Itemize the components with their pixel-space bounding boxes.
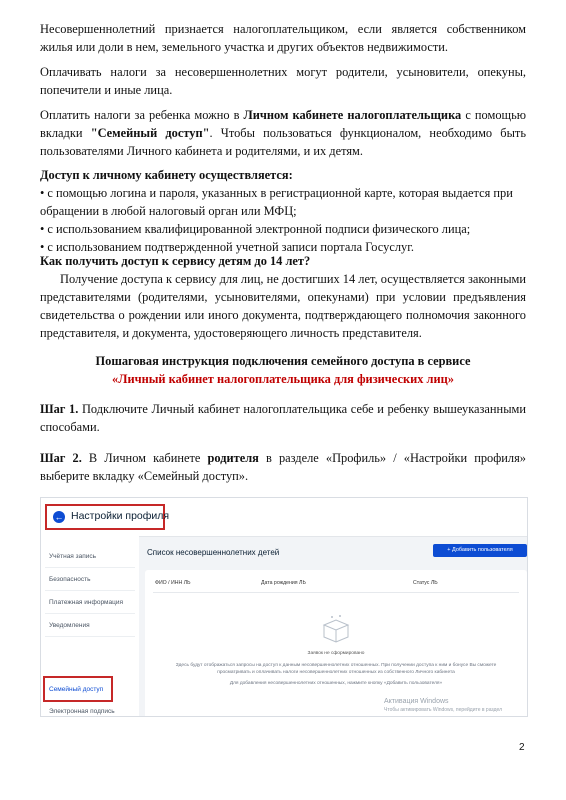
paragraph-line: способами.: [40, 420, 100, 434]
step1: [40, 400, 526, 418]
children-table-card: [145, 570, 527, 717]
step2: [40, 449, 526, 467]
windows-activation-watermark: Чтобы активировать Windows, перейдите в раздел: [384, 707, 503, 713]
paragraph-line: [40, 400, 526, 418]
paragraph-line: [40, 106, 526, 124]
paragraph-line: выберите вкладку «Семейный доступ».: [40, 469, 249, 483]
paragraph-line: представителями (родителями, усыновителями, опекунами) при условии предъявления: [40, 290, 526, 304]
divider: [45, 567, 135, 568]
text-run: Подключите Личный кабинет налогоплательщика себе и ребенку вышеуказанными: [78, 402, 526, 416]
text-run: Оплатить налоги за ребенка можно в: [40, 108, 244, 122]
instruction-subtitle: «Личный кабинет налогоплательщика для физических лиц»: [112, 372, 454, 386]
paragraph-line: [40, 124, 526, 142]
paragraph-payers: [40, 63, 526, 81]
instruction-title: [40, 352, 526, 388]
under14-line: [40, 306, 526, 324]
bold-text: Пошаговая инструкция подключения семейного доступа в сервисе: [95, 354, 471, 368]
access-heading: [40, 166, 526, 184]
sidebar-item-account[interactable]: Учётная запись: [49, 553, 97, 560]
paragraph-line: представителя, и документа, удостоверяющего личность представителя.: [40, 326, 422, 340]
profile-settings-screenshot: [40, 497, 528, 717]
divider: [45, 636, 135, 637]
sidebar-item-notifications[interactable]: Уведомления: [49, 622, 90, 629]
column-header-status[interactable]: Статус ЛЬ: [413, 580, 438, 586]
list-title: Список несовершеннолетних детей: [147, 548, 280, 557]
step2-end: [40, 467, 526, 485]
text-run: вкладки: [40, 126, 91, 140]
step-label: Шаг 1.: [40, 402, 79, 416]
page-title: Настройки профиля: [71, 510, 170, 522]
paragraph-line: Получение доступа к сервису для лиц, не достигших 14 лет, осуществляется законными: [60, 272, 526, 286]
add-user-button[interactable]: + Добавить пользователя: [433, 544, 527, 557]
text-run: . Чтобы пользоваться функционалом, необходимо быть: [209, 126, 526, 140]
sidebar-item-e-signature[interactable]: Электронная подпись: [49, 708, 115, 715]
paragraph-payers-end: [40, 81, 526, 99]
paragraph-family-access-3: [40, 142, 526, 160]
under14-line: [40, 270, 526, 288]
bold-text: "Семейный доступ": [90, 126, 210, 140]
step1-end: [40, 418, 526, 436]
paragraph-line: [40, 449, 526, 467]
access-item: • с использованием квалифицированной электронной подписи физического лица;: [40, 222, 471, 236]
empty-box-icon: [318, 614, 354, 644]
column-header-birthdate[interactable]: Дата рождения ЛЬ: [261, 580, 306, 586]
paragraph-minor-taxpayer: [40, 20, 526, 38]
sidebar-item-payment[interactable]: Платежная информация: [49, 599, 124, 606]
main-content: [145, 536, 527, 716]
access-item: обращении в любой налоговый орган или МФЦ;: [40, 204, 297, 218]
divider: [45, 613, 135, 614]
sidebar: [41, 536, 139, 716]
under14-heading: [40, 252, 526, 270]
sidebar-item-family-access[interactable]: Семейный доступ: [49, 686, 104, 693]
access-item: • с помощью логина и пароля, указанных в регистрационной карте, которая выдается при: [40, 186, 513, 200]
paragraph-family-access: [40, 106, 526, 124]
page-number: 2: [519, 742, 525, 753]
paragraph-line: жилья или доли в нем, земельного участка и других объектов недвижимости.: [40, 40, 449, 54]
access-item: • с использованием подтвержденной учетной записи портала Госуслуг.: [40, 240, 414, 254]
windows-activation-watermark: Активация Windows: [384, 698, 449, 705]
bold-text: Личном кабинете налогоплательщика: [243, 108, 462, 122]
paragraph-family-access-2: [40, 124, 526, 142]
column-header-name[interactable]: ФИО / ИНН ЛЬ: [155, 580, 191, 586]
bold-text: родителя: [207, 451, 259, 465]
step-label: Шаг 2.: [40, 451, 82, 465]
paragraph-minor-taxpayer-end: [40, 38, 526, 56]
under14-line: [40, 324, 526, 342]
paragraph-line: Оплачивать налоги за несовершеннолетних могут родители, усыновители, опекуны,: [40, 65, 526, 79]
text-run: в разделе «Профиль» / «Настройки профиля»: [258, 451, 526, 465]
divider: [153, 592, 519, 593]
paragraph-line: Несовершеннолетний признается налогоплательщиком, если является собственником: [40, 22, 526, 36]
screenshot-header: [41, 498, 527, 537]
access-section: [40, 166, 526, 256]
empty-state-title: Заявок не сформировано: [307, 651, 365, 656]
text-run: с помощью: [461, 108, 526, 122]
back-arrow-icon[interactable]: ←: [54, 512, 64, 522]
bold-text: Доступ к личному кабинету осуществляется:: [40, 168, 293, 182]
under14-line: [40, 288, 526, 306]
divider: [45, 590, 135, 591]
bold-text: Как получить доступ к сервису детям до 14 лет?: [40, 254, 311, 268]
empty-state-text: Для добавления несовершеннолетних отношенных, нажмите кнопку «Добавить пользователя»: [229, 681, 443, 686]
paragraph-line: попечители и иные лица.: [40, 83, 173, 97]
text-run: В Личном кабинете: [81, 451, 208, 465]
sidebar-item-security[interactable]: Безопасность: [49, 576, 91, 583]
paragraph-line: свидетельства о рождении или иного документа, подтверждающего полномочия законного: [40, 308, 526, 322]
empty-state-text: просматривать и оплачивать налоги несовершеннолетних отношенных из собственного Личного кабинета: [217, 670, 455, 675]
empty-state-text: Здесь будут отображаться запросы на доступ к данным несовершеннолетних отношенных. При получении доступа к ним и бонусе Вы сможете: [175, 663, 497, 668]
paragraph-line: пользователями Личного кабинета и родителями, и их детям.: [40, 144, 363, 158]
